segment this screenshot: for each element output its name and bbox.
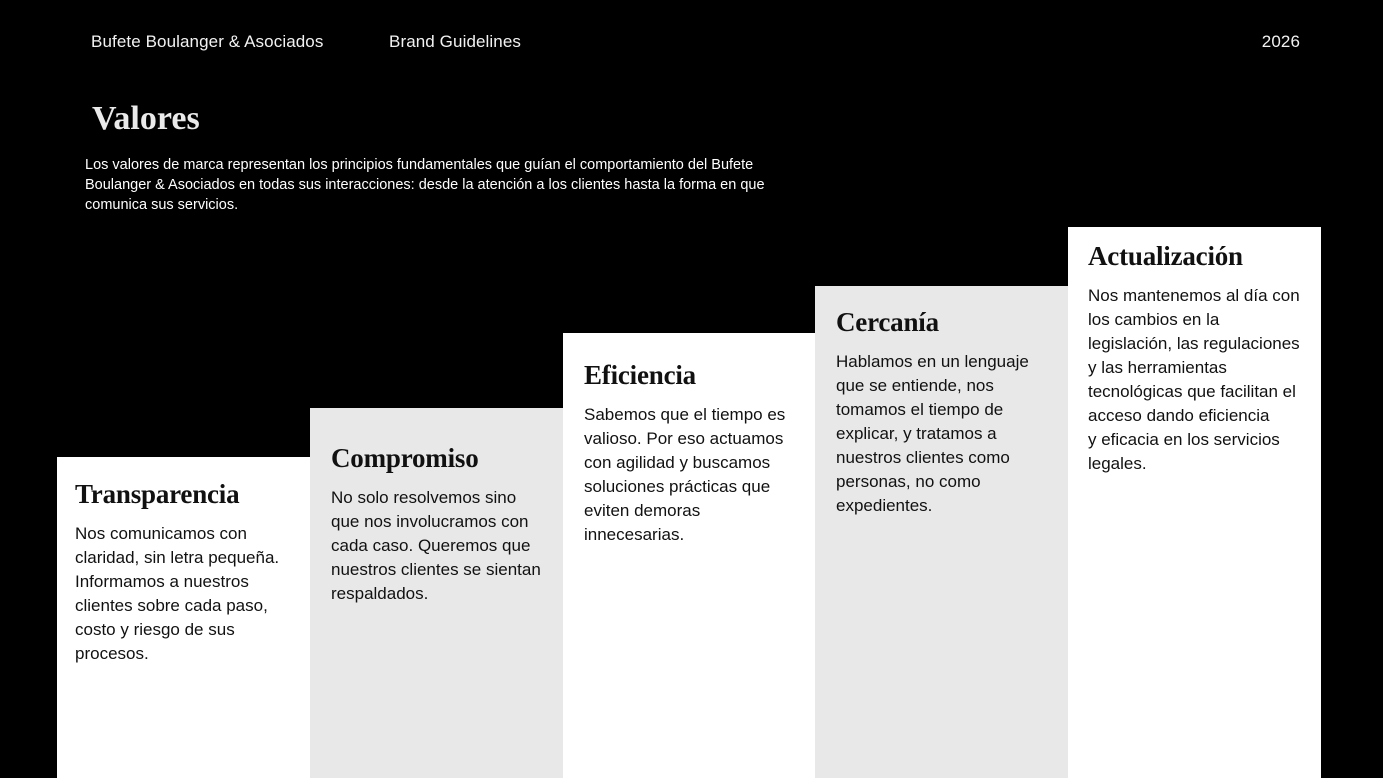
- value-card-body: No solo resolvemos sino que nos involucramos con cada caso. Queremos que nuestros clientes se sientan respaldados.: [331, 488, 541, 603]
- value-card-title: Transparencia: [75, 479, 240, 509]
- intro-paragraph: Los valores de marca representan los principios fundamentales que guían el comportamiento del Bufete Boulanger & Asociados en todas sus interacciones: desde la atención a los clientes hasta la forma en que comunica sus servicios.: [85, 157, 765, 213]
- value-card-body: Nos mantenemos al día con los cambios en la legislación, las regulaciones y las herramientas tecnológicas que facilitan el acceso dando eficiencia y eficacia en los servicios legales.: [1088, 286, 1300, 473]
- value-card-title: Actualización: [1088, 241, 1243, 271]
- value-card-actualizacion: [1068, 227, 1321, 778]
- value-card-title: Compromiso: [331, 443, 479, 473]
- value-card-body: Hablamos en un lenguaje que se entiende, nos tomamos el tiempo de explicar, y tratamos a nuestros clientes como personas, no como expedientes.: [836, 352, 1029, 515]
- value-card-cercania: [815, 286, 1068, 778]
- value-card-compromiso: [310, 408, 563, 778]
- value-card-transparencia: [57, 457, 310, 778]
- document-title: Brand Guidelines: [389, 32, 522, 51]
- year-label: 2026: [1261, 32, 1300, 51]
- value-card-body: Sabemos que el tiempo es valioso. Por eso actuamos con agilidad y buscamos soluciones prácticas que eviten demoras innecesarias.: [584, 405, 786, 544]
- value-card-title: Cercanía: [836, 307, 939, 337]
- firm-name: Bufete Boulanger & Asociados: [91, 32, 324, 51]
- value-card-title: Eficiencia: [584, 360, 696, 390]
- page-title: Valores: [92, 100, 200, 137]
- value-card-eficiencia: [563, 333, 816, 778]
- value-card-body: Nos comunicamos con claridad, sin letra pequeña. Informamos a nuestros clientes sobre cada paso, costo y riesgo de sus procesos.: [75, 524, 280, 663]
